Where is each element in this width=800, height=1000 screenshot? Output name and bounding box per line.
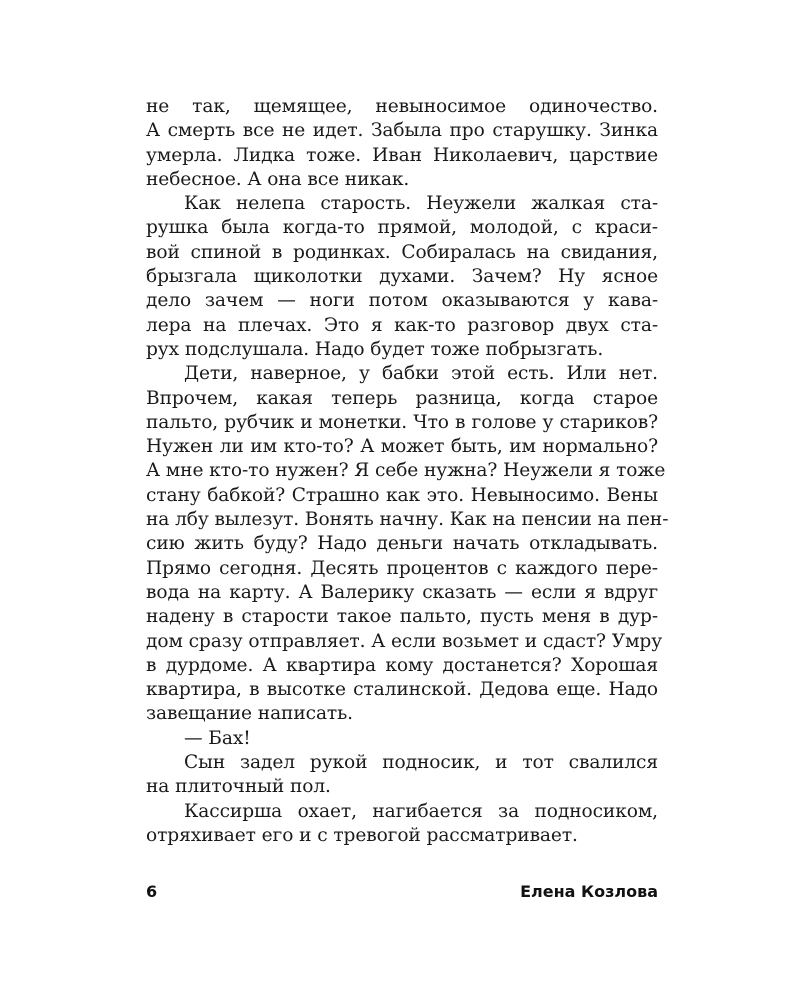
text-line: Как нелепа старость. Неужели жалкая ста- [184,193,658,215]
body-text [146,95,669,848]
text-line: Дети, наверное, у бабки этой есть. Или нет. [184,363,658,385]
text-line: Сын задел рукой подносик, и тот свалился [184,752,658,774]
text-line: вой спиной в родинках. Собиралась на свидания, [146,241,658,263]
text-line: умерла. Лидка тоже. Иван Николаевич, царствие [146,144,658,166]
page-number: 6 [146,882,158,901]
text-line: завещание написать. [146,703,353,725]
text-line: надену в старости такое пальто, пусть меня в дур- [146,606,658,628]
text-line: Впрочем, какая теперь разница, когда старое [146,387,658,409]
text-line: в дурдоме. А квартира кому достанется? Хорошая [146,654,658,676]
text-line: пальто, рубчик и монетки. Что в голове у стариков? [146,411,658,433]
text-line: Кассирша охает, нагибается за подносиком, [184,800,658,822]
text-line: квартира, в высотке сталинской. Дедова еще. Надо [146,679,658,701]
text-line: стану бабкой? Страшно как это. Невыносимо. Вены [146,484,658,506]
text-line: дело зачем — ноги потом оказываются у кава- [146,290,658,312]
text-line: брызгала щиколотки духами. Зачем? Ну ясное [146,266,658,288]
author-name: Елена Козлова [520,882,658,901]
text-line: отряхивает его и с тревогой рассматривает. [146,824,578,846]
text-line: дом сразу отправляет. А если возьмет и сдаст? Умру [146,630,663,652]
text-line: небесное. А она все никак. [146,168,410,190]
text-line: на плиточный пол. [146,776,331,798]
text-line: Нужен ли им кто-то? А может быть, им нормально? [146,436,658,458]
text-line: — Бах! [184,727,251,749]
text-line: сию жить буду? Надо деньги начать откладывать. [146,533,658,555]
text-line: А мне кто-то нужен? Я себе нужна? Неужели я тоже [146,460,666,482]
text-line: лера на плечах. Это я как-то разговор двух ста- [146,314,658,336]
text-line: рушка была когда-то прямой, молодой, с краси- [146,217,658,239]
text-line: Прямо сегодня. Десять процентов с каждого пере- [146,557,658,579]
text-line: А смерть все не идет. Забыла про старушку. Зинка [146,120,658,142]
text-line: не так, щемящее, невыносимое одиночество. [146,96,658,117]
text-line: вода на карту. А Валерику сказать — если я вдруг [146,581,658,603]
page-footer [146,882,658,908]
text-line: рух подслушала. Надо будет тоже побрызгать. [146,338,604,360]
text-line: на лбу вылезут. Вонять начну. Как на пенсии на пен- [146,509,669,531]
